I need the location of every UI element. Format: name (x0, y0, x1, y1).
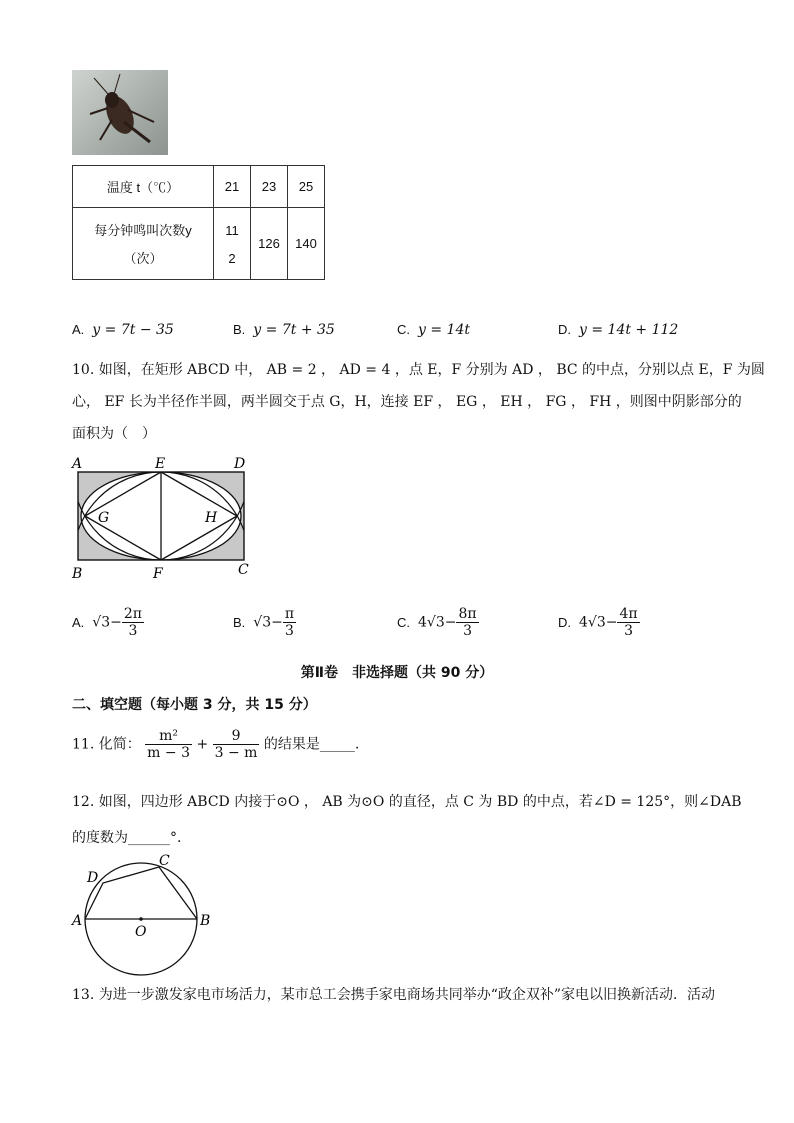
table-label-line: （次） (123, 250, 163, 266)
section-title: 第Ⅱ卷 非选择题（共 90 分） (300, 665, 494, 681)
label-a: A (72, 456, 83, 472)
q10-option-c (397, 606, 479, 639)
option-label: A. (72, 614, 85, 630)
table-cell: 140 (288, 208, 325, 280)
q10-line-2: 心， EF 长为半径作半圆，两半圆交于点 G，H，连接 EF ， EG ， EH ， FG ， FH ，则图中阴影部分的 (72, 394, 742, 410)
denominator: 3 (463, 623, 472, 639)
table-cell-line: 11 (225, 222, 239, 238)
plus-sign: + (196, 736, 209, 753)
q11-suffix: 的结果是_____. (263, 736, 360, 753)
coefficient: 4 (579, 614, 588, 631)
fraction (283, 606, 296, 639)
numerator: 8π (458, 606, 477, 622)
numerator: m² (145, 728, 192, 745)
minus-sign: − (605, 614, 618, 631)
option-label: C. (397, 614, 410, 630)
table-row-label: 温度 t（℃） (73, 166, 214, 208)
numerator: 4π (619, 606, 638, 622)
sqrt-term: √3 (253, 614, 272, 631)
option-text: y = 14t (418, 322, 470, 338)
q10-option-d (558, 606, 640, 639)
option-label: C. (397, 322, 410, 337)
denominator: 3 (128, 623, 138, 639)
q10-rectangle-figure (66, 454, 266, 584)
table-row-label (73, 208, 214, 280)
denominator: m − 3 (147, 745, 190, 761)
part-title: 二、填空题（每小题 3 分，共 15 分） (72, 697, 317, 713)
label-o: O (135, 924, 147, 940)
label-c: C (159, 853, 170, 869)
fraction (456, 606, 478, 639)
q13-line-1: 13. 为进一步激发家电市场活力，某市总工会携手家电商场共同举办“政企双补”家电以旧换新活动．活动 (72, 987, 716, 1003)
label-f: F (153, 566, 163, 582)
q10-option-a (72, 606, 144, 639)
numerator: 9 (213, 728, 260, 745)
label-c: C (238, 562, 249, 578)
sqrt-term: √3 (587, 614, 606, 631)
option-label: D. (558, 322, 571, 337)
q12-circle-figure (66, 852, 216, 980)
option-label: B. (233, 614, 246, 630)
q11-fraction-1 (145, 728, 192, 761)
denominator: 3 (624, 623, 633, 639)
q9-option-c (397, 322, 470, 338)
q9-option-b (233, 322, 335, 338)
option-label: A. (72, 322, 85, 337)
table-cell: 23 (251, 166, 288, 208)
option-label: B. (233, 322, 246, 337)
fraction (617, 606, 639, 639)
q11 (72, 728, 359, 761)
temperature-chirp-table (72, 165, 325, 280)
denominator: 3 − m (214, 745, 258, 761)
table-label-line: 每分钟鸣叫次数y (94, 222, 192, 238)
table-cell: 21 (214, 166, 251, 208)
q10-option-b (233, 606, 296, 639)
label-h: H (205, 510, 218, 526)
q11-prefix: 11. 化简： (72, 736, 141, 753)
q9-option-a (72, 322, 174, 338)
q10-line-3: 面积为（ ） (72, 426, 156, 442)
option-label: D. (558, 614, 571, 630)
q10-line-1: 10. 如图，在矩形 ABCD 中， AB = 2 ， AD = 4 ，点 E，F 分别为 AD ， BC 的中点，分别以点 E，F 为圆 (72, 362, 765, 378)
sqrt-term: √3 (92, 614, 111, 631)
minus-sign: − (444, 614, 457, 631)
coefficient: 4 (418, 614, 427, 631)
cricket-photo (72, 70, 168, 155)
minus-sign: − (271, 614, 283, 631)
option-text: y = 14t + 112 (579, 322, 679, 338)
sqrt-term: √3 (426, 614, 445, 631)
label-a: A (72, 913, 83, 929)
table-cell (214, 208, 251, 280)
table-cell: 126 (251, 208, 288, 280)
q12-line-1: 12. 如图，四边形 ABCD 内接于⊙O ， AB 为⊙O 的直径，点 C 为 BD 的中点，若∠D = 125°，则∠DAB (72, 794, 742, 810)
label-e: E (155, 456, 166, 472)
label-g: G (98, 510, 110, 526)
label-b: B (72, 566, 83, 582)
minus-sign: − (110, 614, 122, 631)
denominator: 3 (285, 623, 294, 639)
label-d: D (87, 870, 99, 886)
table-cell-line: 2 (228, 250, 236, 266)
label-d: D (234, 456, 246, 472)
numerator: 2π (123, 606, 142, 622)
q12-line-2: 的度数为______°. (72, 830, 182, 846)
table-cell: 25 (288, 166, 325, 208)
q9-option-d (558, 322, 678, 338)
q11-fraction-2 (213, 728, 260, 761)
fraction (122, 606, 144, 639)
label-b: B (200, 913, 211, 929)
option-text: y = 7t + 35 (253, 322, 335, 338)
numerator: π (284, 606, 295, 622)
option-text: y = 7t − 35 (92, 322, 174, 338)
